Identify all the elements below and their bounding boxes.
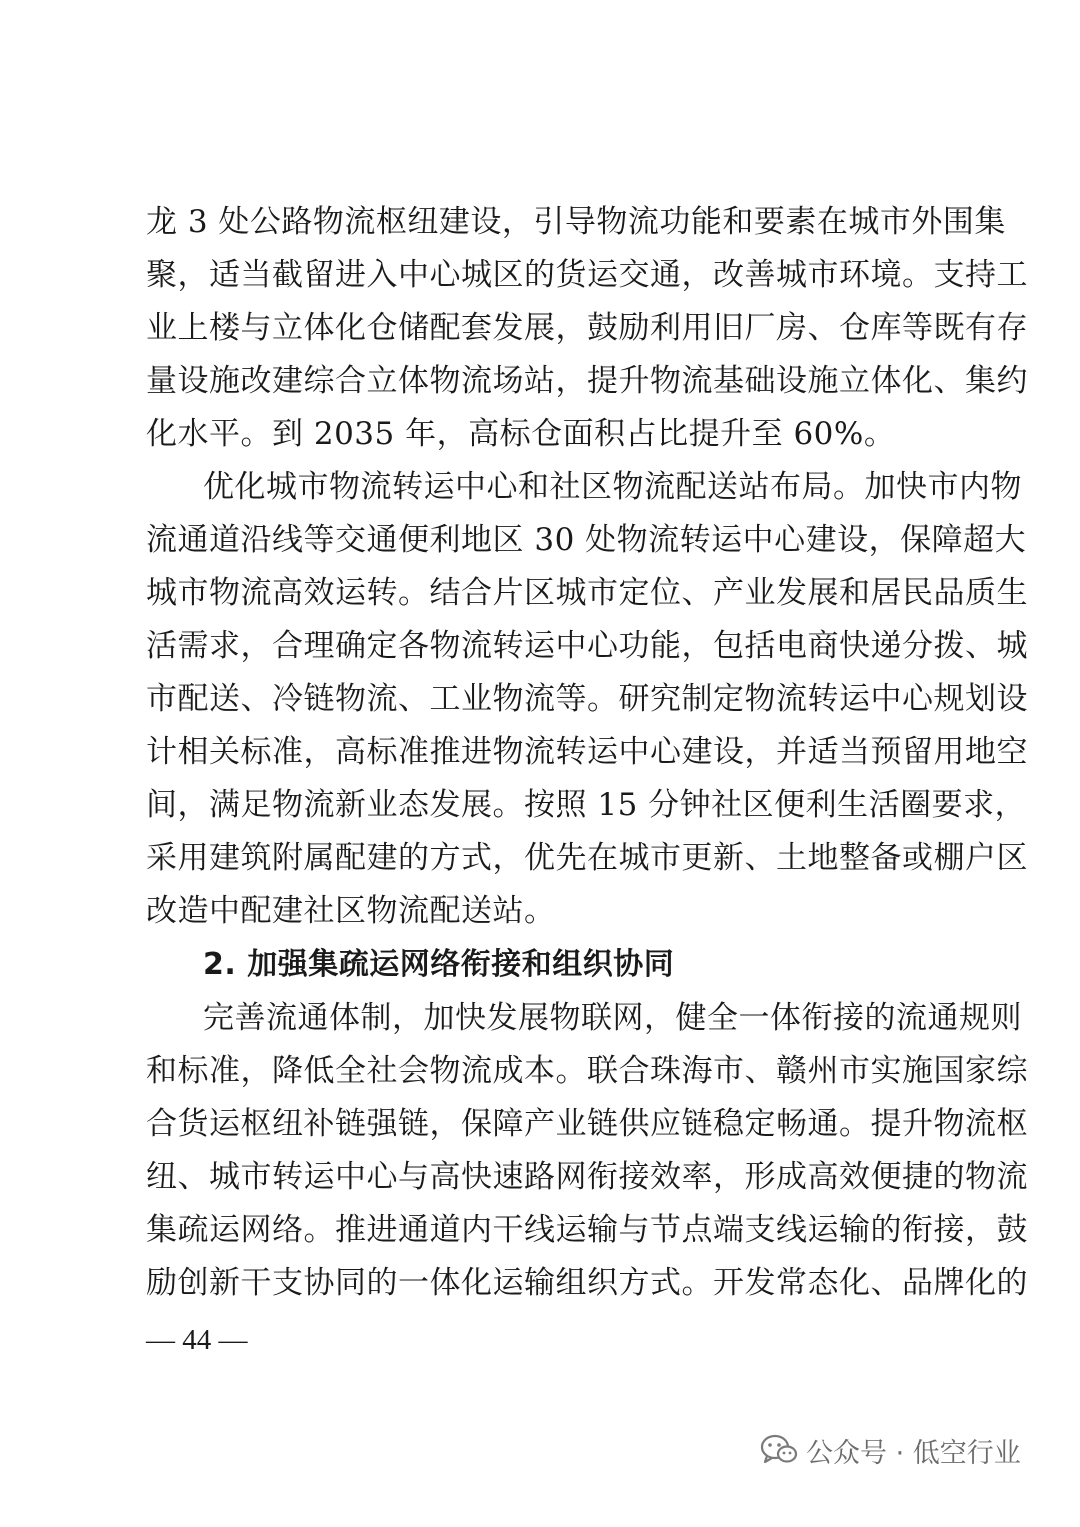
text-line: 合货运枢纽补链强链，保障产业链供应链稳定畅通。提升物流枢 [146,1106,1028,1142]
text-line: 励创新干支协同的一体化运输组织方式。开发常态化、品牌化的 [146,1265,1028,1301]
paragraph-first-line: 完善流通体制，加快发展物联网，健全一体衔接的流通规则 [203,1000,1022,1036]
text-line: 改造中配建社区物流配送站。 [146,893,556,929]
text-line: 聚，适当截留进入中心城区的货运交通，改善城市环境。支持工 [146,257,1028,293]
watermark-text: 公众号 · 低空行业 [806,1437,1021,1469]
wechat-icon [760,1434,798,1466]
text-line: 城市物流高效运转。结合片区城市定位、产业发展和居民品质生 [146,575,1028,611]
text-line: 龙 3 处公路物流枢纽建设，引导物流功能和要素在城市外围集 [146,204,1006,240]
text-line: 间，满足物流新业态发展。按照 15 分钟社区便利生活圈要求， [146,787,1027,823]
paragraph-first-line: 优化城市物流转运中心和社区物流配送站布局。加快市内物 [203,469,1022,505]
text-line: 集疏运网络。推进通道内干线运输与节点端支线运输的衔接，鼓 [146,1212,1028,1248]
text-line: 采用建筑附属配建的方式，优先在城市更新、土地整备或棚户区 [146,840,1028,876]
text-line: 计相关标准，高标准推进物流转运中心建设，并适当预留用地空 [146,734,1028,770]
text-line: 活需求，合理确定各物流转运中心功能，包括电商快递分拨、城 [146,628,1028,664]
text-line: 业上楼与立体化仓储配套发展，鼓励利用旧厂房、仓库等既有存 [146,310,1028,346]
page-number: — 44 — [146,1324,248,1356]
text-line: 纽、城市转运中心与高快速路网衔接效率，形成高效便捷的物流 [146,1159,1028,1195]
text-line: 量设施改建综合立体物流场站，提升物流基础设施立体化、集约 [146,363,1028,399]
watermark [760,1430,1021,1470]
text-line: 流通道沿线等交通便利地区 30 处物流转运中心建设，保障超大 [146,522,1027,558]
text-line: 市配送、冷链物流、工业物流等。研究制定物流转运中心规划设 [146,681,1028,717]
text-line: 和标准，降低全社会物流成本。联合珠海市、赣州市实施国家综 [146,1053,1028,1089]
section-heading: 2. 加强集疏运网络衔接和组织协同 [203,947,675,982]
text-line: 化水平。到 2035 年，高标仓面积占比提升至 60%。 [146,416,896,452]
